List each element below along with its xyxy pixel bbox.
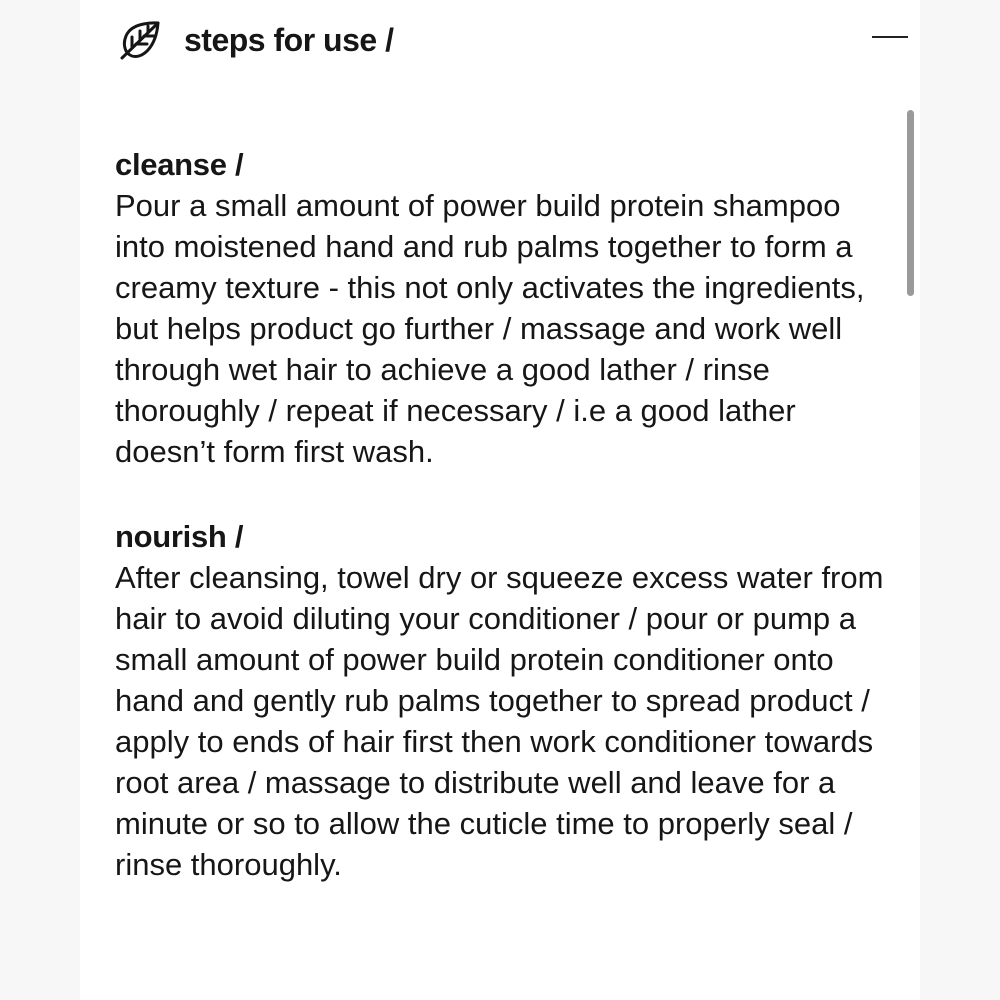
leaf-icon [118,18,164,62]
step-heading: cleanse / [115,147,244,182]
scrollbar[interactable] [907,110,914,296]
steps-content [115,144,895,929]
steps-panel [80,0,920,1000]
step-body: After cleansing, towel dry or squeeze excess water from hair to avoid diluting your conditioner / pour or pump a small amount of power build protein conditioner onto hand and gently rub palms together to spread product / apply to ends of hair first then work conditioner towards root area / massage to distribute well and leave for a minute or so to allow the cuticle time to properly seal / rinse thoroughly. [115,560,884,882]
step-nourish [115,516,895,885]
step-heading: nourish / [115,519,244,554]
step-cleanse [115,144,895,472]
panel-header[interactable] [118,18,888,62]
section-title: steps for use / [184,21,394,58]
step-body: Pour a small amount of power build protein shampoo into moistened hand and rub palms together to form a creamy texture - this not only activates the ingredients, but helps product go further / massage and work well through wet hair to achieve a good lather / rinse thoroughly / repeat if necessary / i.e a good lather doesn’t form first wash. [115,188,865,469]
minus-icon[interactable] [872,36,908,38]
